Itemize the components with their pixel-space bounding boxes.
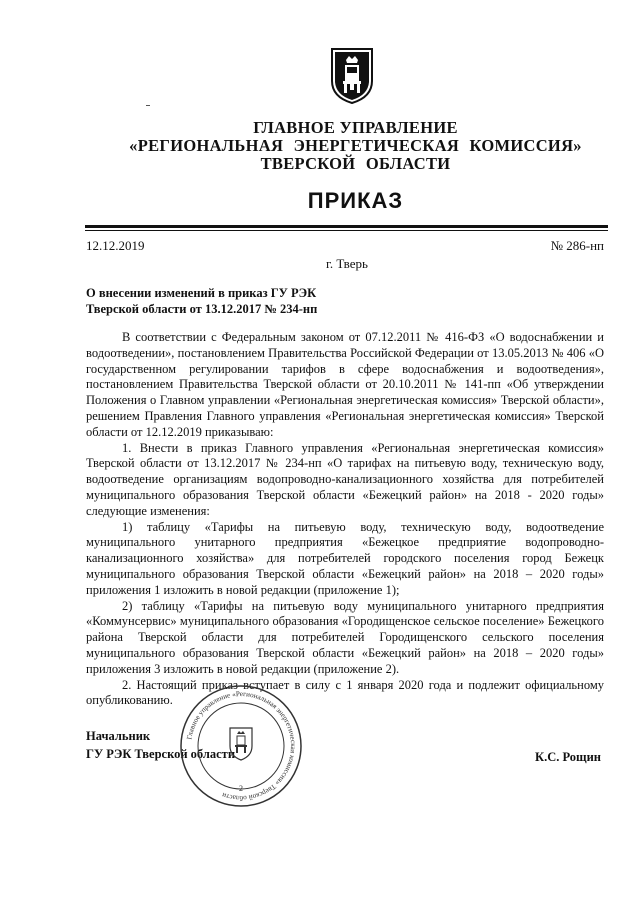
document-number: № 286-нп: [550, 238, 604, 253]
document-subject: [86, 285, 317, 317]
body-paragraph-1: В соответствии с Федеральным законом от 07.12.2011 № 416-ФЗ «О водоснабжении и водоотведении», постановлением Правительства Российской Федерации от 13.05.2013 № 406 «О государственном регулировании тарифов в сфере водоснабжения и водоотведения», постановлением Правительства Тверской области от 20.10.2011 № 141-пп «Об утверждении Положения о Главном управлении «Региональная энергетическая комиссия» Тверской области», решением Правления Главного управления «Региональная энергетическая комиссия» Тверской области от 12.12.2019 приказываю:: [86, 330, 604, 439]
header-rule-thick: [85, 225, 608, 228]
signatory-position-line-1: Начальник: [86, 729, 151, 743]
header-line-3: ТВЕРСКОЙ ОБЛАСТИ: [260, 154, 451, 173]
header-line-2: «РЕГИОНАЛЬНАЯ ЭНЕРГЕТИЧЕСКАЯ КОМИССИЯ»: [129, 136, 582, 155]
body-paragraph-4: 2) таблицу «Тарифы на питьевую воду муниципального унитарного предприятия «Коммунсервис» муниципального образования «Городищенское сельское поселение» Бежецкого района Тверской области для потребителей Городищенского сельского поселения муниципального образования Тверской области «Бежецкий район» на 2018 – 2020 годы» приложения 3 изложить в новой редакции (приложение 2).: [86, 598, 604, 676]
body-paragraph-3: 1) таблицу «Тарифы на питьевую воду, техническую воду, водоотведение муниципального унитарного предприятия «Бежецкое предприятие водопроводно-канализационного хозяйства» для потребителей городского поселения город Бежецк муниципального образования Тверской области «Бежецкий район» на 2018 – 2020 годы» приложения 1 изложить в новой редакции (приложение 1);: [86, 519, 604, 597]
signatory-position-line-2: ГУ РЭК Тверской области: [86, 747, 236, 761]
coat-of-arms-icon: [330, 47, 374, 105]
header-line-1: ГЛАВНОЕ УПРАВЛЕНИЕ: [253, 118, 458, 137]
body-paragraph-2: 1. Внести в приказ Главного управления «Региональная энергетическая комиссия» Тверской области от 13.12.2017 № 234-нп «О тарифах на питьевую воду, техническую воду, водоотведение организациям водопроводно-канализационного хозяйства для потребителей муниципального образования Тверской области «Бежецкий район» на 2018 - 2020 годы» следующие изменения:: [86, 440, 604, 518]
signatory-name: К.С. Рощин: [535, 750, 601, 764]
official-seal-icon: [178, 683, 304, 809]
seal-ring-text: Главное управление «Региональная энергетическая комиссия» Тверской области: [185, 689, 298, 803]
scan-mark: [146, 105, 150, 106]
seal-number: 2: [239, 784, 243, 793]
subject-line-2: Тверской области от 13.12.2017 № 234-нп: [86, 302, 318, 316]
header-rule-thin: [85, 230, 608, 231]
document-city: г. Тверь: [326, 256, 368, 271]
document-body: [86, 330, 604, 709]
body-paragraph-5: 2. Настоящий приказ вступает в силу с 1 января 2020 года и подлежит официальному опубликованию.: [86, 677, 604, 708]
document-date: 12.12.2019: [86, 238, 145, 253]
subject-line-1: О внесении изменений в приказ ГУ РЭК: [86, 286, 317, 300]
document-title: ПРИКАЗ: [307, 188, 404, 213]
